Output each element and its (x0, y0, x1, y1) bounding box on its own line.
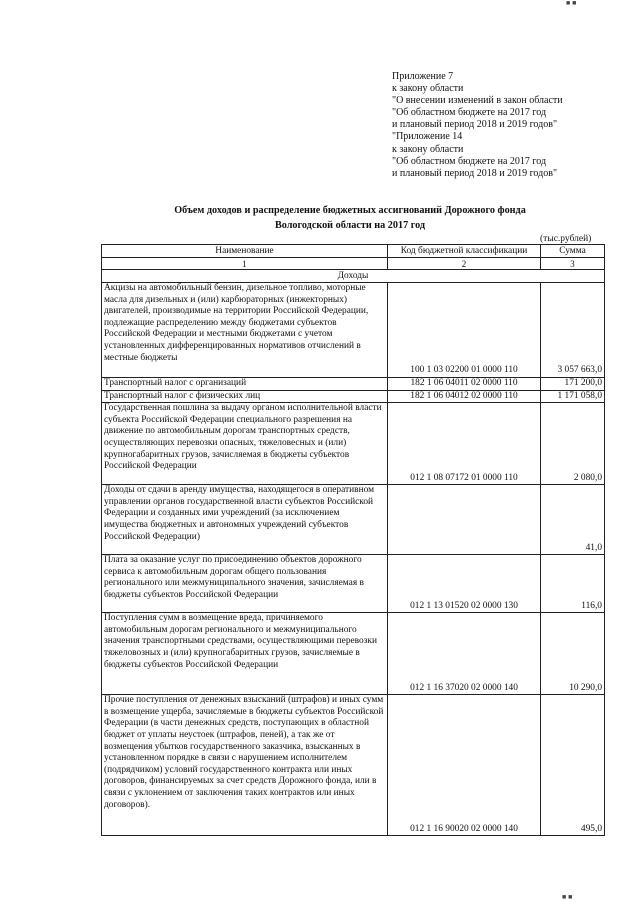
row-sum: 1 171 058,0 (541, 390, 605, 403)
header-line: и плановый период 2018 и 2019 годов" (392, 167, 558, 179)
units-label: (тыс.рублей) (540, 234, 592, 244)
table-row (102, 283, 605, 378)
row-code: 100 1 03 02200 01 0000 110 (388, 283, 541, 378)
row-name: Доходы от сдачи в аренду имущества, находящегося в оперативном управлении органов государственной власти субъектов Российской Федерации и созданных ими учреждений (за исключением имущества бюджетных и автономных учреждений субъектов Российской Федерации) (102, 485, 388, 555)
header-line: и плановый период 2018 и 2019 годов" (392, 119, 558, 131)
section-heading: Доходы (102, 270, 605, 283)
table-row (102, 555, 605, 613)
column-header-name: Наименование (102, 245, 388, 258)
row-sum: 2 080,0 (541, 403, 605, 485)
document-title (100, 203, 600, 233)
column-header-sum: Сумма (541, 245, 605, 258)
row-name: Транспортный налог с физических лиц (102, 390, 388, 403)
row-sum: 495,0 (541, 695, 605, 836)
scan-mark-bottom: ■ ■ (562, 894, 573, 901)
row-name: Прочие поступления от денежных взысканий (штрафов) и иных сумм в возмещение ущерба, зачисляемые в бюджеты субъектов Российской Федерации (в части денежных средств, поступающих в областной бюджет от уплаты неустоек (штрафов, пеней), а так же от возмещения убытков государственного заказчика, взысканных в установленном порядке в связи с нарушением исполнителем (подрядчиком) условий государственного контракта или иных договоров, финансируемых за счет средств Дорожного фонда, или в связи с уклонением от заключения таких контрактов или иных договоров). (102, 695, 388, 836)
table-row (102, 378, 605, 391)
table-row (102, 390, 605, 403)
row-sum: 3 057 663,0 (541, 283, 605, 378)
row-name: Транспортный налог с организаций (102, 378, 388, 391)
column-header-code: Код бюджетной классификации (388, 245, 541, 258)
column-number: 2 (388, 258, 541, 270)
row-sum: 10 290,0 (541, 613, 605, 695)
table-row (102, 403, 605, 485)
row-name: Акцизы на автомобильный бензин, дизельное топливо, моторные масла для дизельных и (или) карбюраторных (инжекторных) двигателей, производимые на территории Российской Федерации, подлежащие распределению между бюджетами субъектов Российской Федерации и местными бюджетами с учетом установленных дифференцированных нормативов отчислений в местные бюджеты (102, 283, 388, 378)
column-number: 1 (102, 258, 388, 270)
table-row (102, 695, 605, 836)
row-code: 012 1 13 01520 02 0000 130 (388, 555, 541, 613)
row-code (388, 485, 541, 555)
row-name: Государственная пошлина за выдачу органом исполнительной власти субъекта Российской Федерации специального разрешения на движение по автомобильным дорогам транспортных средств, осуществляющих перевозки опасных, тяжеловесных и (или) крупногабаритных грузов, зачисляемая в бюджеты субъектов Российской Федерации (102, 403, 388, 485)
row-sum: 116,0 (541, 555, 605, 613)
budget-table (101, 244, 605, 836)
row-code: 012 1 08 07172 01 0000 110 (388, 403, 541, 485)
row-code: 182 1 06 04012 02 0000 110 (388, 390, 541, 403)
column-number-row (102, 258, 605, 270)
row-name: Плата за оказание услуг по присоединению объектов дорожного сервиса к автомобильным дорогам общего пользования регионального или межмуниципального значения, зачисляемая в бюджеты субъектов Российской Федерации (102, 555, 388, 613)
appendix-header (392, 71, 632, 180)
title-line-1: Объем доходов и распределение бюджетных ассигнований Дорожного фонда (174, 205, 526, 216)
header-line: "Приложение 14 (392, 131, 463, 143)
section-row (102, 270, 605, 283)
scan-mark-top: ■ ■ (566, 0, 577, 7)
row-code: 012 1 16 37020 02 0000 140 (388, 613, 541, 695)
column-number: 3 (541, 258, 605, 270)
header-line: "Об областном бюджете на 2017 год (392, 107, 547, 119)
row-code: 182 1 06 04011 02 0000 110 (388, 378, 541, 391)
row-sum: 41,0 (541, 485, 605, 555)
header-line: к закону области (392, 143, 464, 155)
header-line: "Об областном бюджете на 2017 год (392, 155, 547, 167)
header-line: "О внесении изменений в закон области (392, 95, 563, 107)
header-line: Приложение 7 (392, 71, 454, 82)
table-row (102, 485, 605, 555)
table-row (102, 613, 605, 695)
table-header-row (102, 245, 605, 258)
header-line: к закону области (392, 83, 464, 95)
row-name: Поступления сумм в возмещение вреда, причиняемого автомобильным дорогам регионального и межмуниципального значения транспортными средствами, осуществляющими перевозки тяжеловозных и (или) крупногабаритных грузов, зачисляемые в бюджеты субъектов Российской Федерации (102, 613, 388, 695)
row-code: 012 1 16 90020 02 0000 140 (388, 695, 541, 836)
row-sum: 171 200,0 (541, 378, 605, 391)
title-line-2: Вологодской области на 2017 год (274, 220, 426, 231)
